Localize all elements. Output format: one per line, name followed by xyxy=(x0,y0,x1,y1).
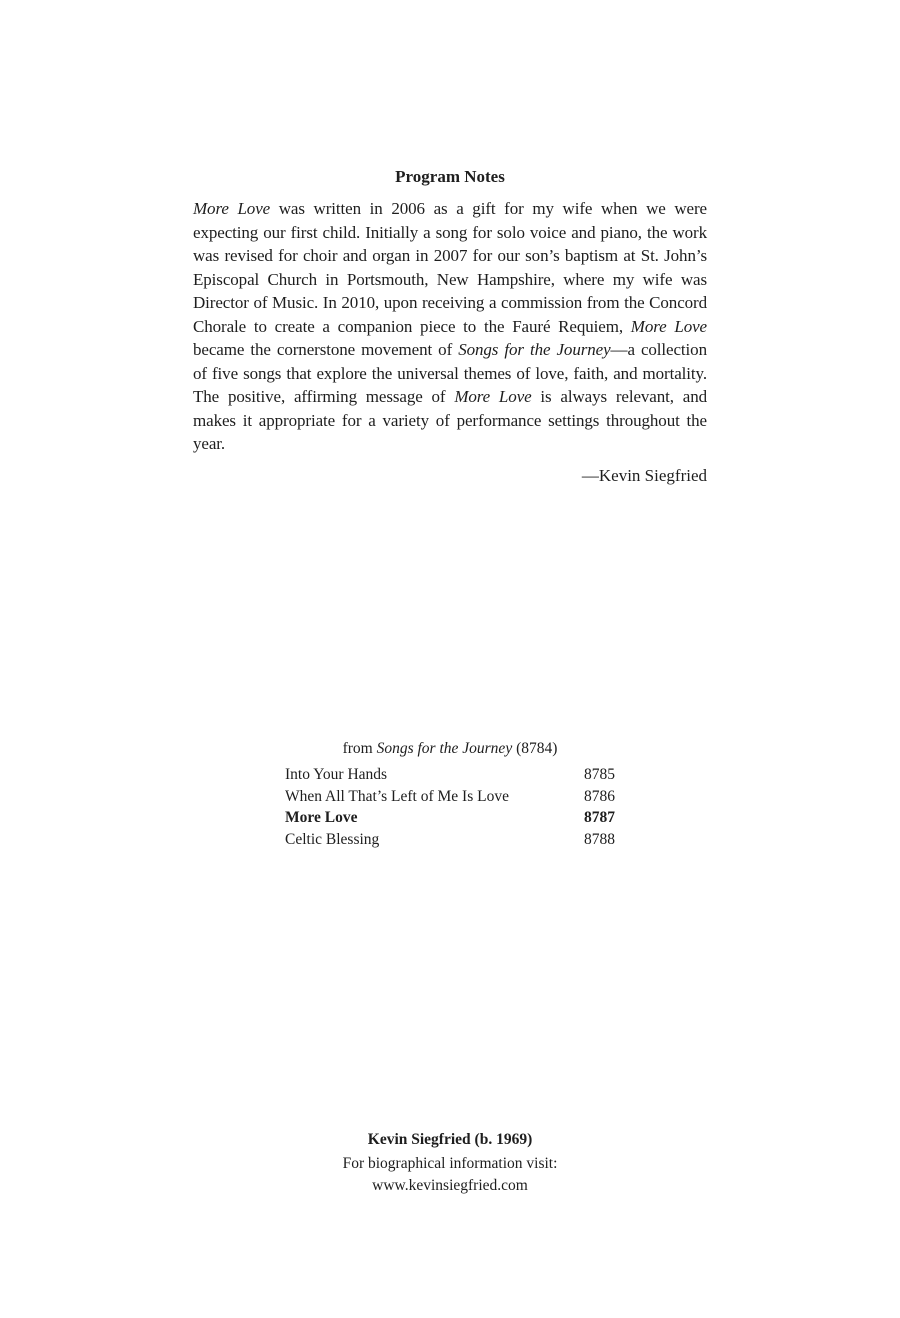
notes-italic-title: Songs for the Journey xyxy=(458,340,611,359)
series-item-title: When All That’s Left of Me Is Love xyxy=(285,787,509,805)
notes-text-segment: —a collection of five songs that explore the universal themes of love, faith, and mortality. The positive, affirming message of xyxy=(193,340,707,406)
series-item-number: 8786 xyxy=(584,787,615,805)
program-notes-title: Program Notes xyxy=(395,167,505,186)
series-list xyxy=(285,764,615,850)
series-item-title: Celtic Blessing xyxy=(285,830,380,848)
notes-text-segment: was written in 2006 as a gift for my wife when we were expecting our first child. Initially a song for solo voice and piano, the work was revised for choir and organ in 2007 for our son’s baptism at St. John’s Episcopal Church in Portsmouth, New Hampshire, where my wife was Director of Music. In 2010, upon receiving a commission from the Concord Chorale to create a companion piece to the Fauré Requiem, xyxy=(193,199,707,336)
series-list-item xyxy=(285,807,615,829)
series-item-number: 8787 xyxy=(584,809,615,826)
series-listing xyxy=(285,738,615,850)
series-list-item xyxy=(285,764,615,786)
bio-info-line: For biographical information visit: xyxy=(342,1155,558,1172)
series-item-number: 8788 xyxy=(584,830,615,848)
series-caption-prefix: from xyxy=(342,740,377,757)
notes-italic-title: More Love xyxy=(193,199,271,218)
series-item-number: 8785 xyxy=(584,766,615,783)
composer-bio xyxy=(0,1129,900,1197)
notes-text-segment: became the cornerstone movement of xyxy=(193,340,459,359)
series-caption xyxy=(285,738,615,760)
series-caption-suffix: (8784) xyxy=(512,740,558,757)
series-item-title: Into Your Hands xyxy=(285,766,388,783)
series-list-item xyxy=(285,829,615,851)
composer-website: www.kevinsiegfried.com xyxy=(372,1177,528,1194)
notes-italic-title: More Love xyxy=(630,316,707,336)
series-item-title: More Love xyxy=(285,809,358,826)
notes-text-segment: is always relevant, and makes it appropriate for a variety of performance settings throughout the year. xyxy=(193,387,708,453)
series-list-item xyxy=(285,786,615,808)
program-notes-body xyxy=(193,197,707,456)
notes-italic-title: More Love xyxy=(454,387,532,406)
composer-name: Kevin Siegfried (b. 1969) xyxy=(367,1131,533,1148)
series-caption-title: Songs for the Journey xyxy=(376,740,513,757)
program-notes-section xyxy=(193,166,707,487)
program-notes-signature: —Kevin Siegfried xyxy=(581,465,707,485)
